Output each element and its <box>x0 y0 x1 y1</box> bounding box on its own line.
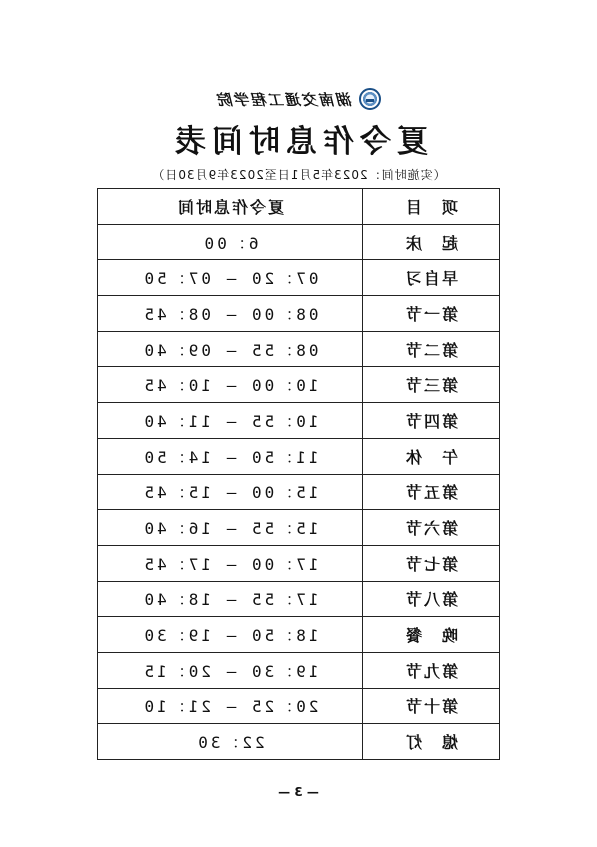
table-row <box>98 617 500 653</box>
school-name: 湖南交通工程学院 <box>216 90 353 109</box>
table-row <box>98 510 500 546</box>
row-item: 第二节 <box>363 331 500 367</box>
row-item: 第一节 <box>363 296 500 332</box>
row-item: 第五节 <box>363 474 500 510</box>
table-header-row <box>98 189 500 225</box>
row-time: 10：00 — 10：45 <box>98 367 363 403</box>
row-time: 17：55 — 18：40 <box>98 581 363 617</box>
row-item: 第九节 <box>363 652 500 688</box>
table-row <box>98 224 500 260</box>
row-time: 15：55 — 16：40 <box>98 510 363 546</box>
effective-period: （实施时间：2023年5月1日至2023年9月30日） <box>151 168 446 182</box>
row-item: 第六节 <box>363 510 500 546</box>
column-header-time: 夏令作息时间 <box>98 189 363 225</box>
row-item: 第十节 <box>363 688 500 724</box>
row-item: 午 休 <box>363 438 500 474</box>
table-row <box>98 438 500 474</box>
row-time: 10：55 — 11：40 <box>98 403 363 439</box>
table-row <box>98 367 500 403</box>
table-row <box>98 545 500 581</box>
row-time: 11：50 — 14：50 <box>98 438 363 474</box>
row-item: 早自习 <box>363 260 500 296</box>
school-emblem-icon <box>359 88 381 110</box>
table-row <box>98 474 500 510</box>
table-row <box>98 652 500 688</box>
row-item: 第四节 <box>363 403 500 439</box>
row-time: 18：50 — 19：30 <box>98 617 363 653</box>
row-item: 第七节 <box>363 545 500 581</box>
page-title: 夏令作息时间表 <box>169 124 428 160</box>
row-time: 15：00 — 15：45 <box>98 474 363 510</box>
row-item: 第三节 <box>363 367 500 403</box>
table-row <box>98 688 500 724</box>
table-row <box>98 403 500 439</box>
row-time: 20：25 — 21：10 <box>98 688 363 724</box>
school-header <box>0 88 597 110</box>
row-item: 晚 餐 <box>363 617 500 653</box>
table-row <box>98 724 500 760</box>
table-row <box>98 296 500 332</box>
table-row <box>98 260 500 296</box>
row-time: 17：00 — 17：45 <box>98 545 363 581</box>
table-row <box>98 581 500 617</box>
page-number: — 3 — <box>278 785 319 799</box>
row-item: 第八节 <box>363 581 500 617</box>
column-header-item: 项 目 <box>363 189 500 225</box>
row-item: 熄 灯 <box>363 724 500 760</box>
row-time: 22：30 <box>98 724 363 760</box>
row-time: 07：20 — 07：50 <box>98 260 363 296</box>
row-time: 6：00 <box>98 224 363 260</box>
table-row <box>98 331 500 367</box>
row-time: 08：55 — 09：40 <box>98 331 363 367</box>
row-item: 起 床 <box>363 224 500 260</box>
schedule-table <box>97 188 500 760</box>
row-time: 19：30 — 20：15 <box>98 652 363 688</box>
row-time: 08：00 — 08：45 <box>98 296 363 332</box>
